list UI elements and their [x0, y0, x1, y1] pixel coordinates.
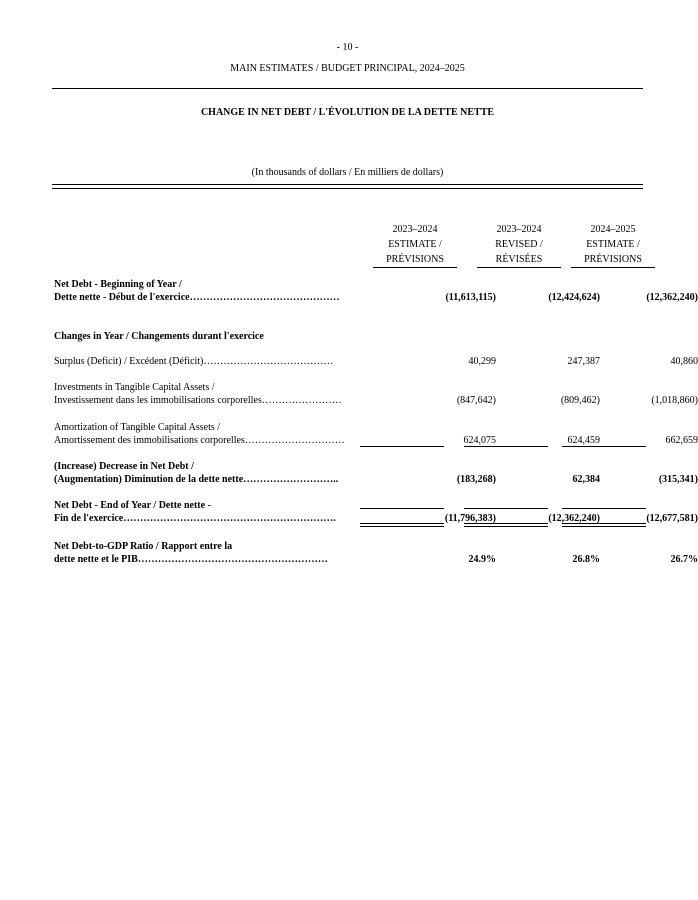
row-label-line2: Investissement dans les immobilisations corporelles……………………	[54, 395, 342, 406]
row-label-line2: Fin de l'exercice……………………………………………………….	[54, 513, 336, 524]
column-label: REVISED /	[495, 239, 543, 250]
column-label: ESTIMATE /	[586, 239, 640, 250]
row-label-line1: Net Debt - Beginning of Year /	[54, 279, 182, 290]
cell-value: (183,268)	[456, 474, 496, 485]
column-label-fr: PRÉVISIONS	[373, 252, 457, 268]
column-header-estimate-2023	[373, 222, 457, 268]
cell-value: 26.7%	[670, 554, 698, 565]
row-label-line2: Amortissement des immobilisations corporelles…………………………	[54, 435, 345, 446]
row-label-line2: dette nette et le PIB…………………………………………………	[54, 554, 328, 565]
row-label-line1: Investments in Tangible Capital Assets /	[54, 382, 215, 393]
row-label-line2: (Augmentation) Diminution de la dette nette………………………..	[54, 474, 339, 485]
row-label	[54, 355, 346, 368]
cell-value: (12,362,240)	[646, 292, 698, 303]
row-label-line1: (Increase) Decrease in Net Debt /	[54, 461, 194, 472]
cell-value: (315,341)	[658, 474, 698, 485]
cell-value: 62,384	[572, 474, 600, 485]
table-top-double-rule	[52, 184, 643, 189]
total-double-rule	[562, 523, 646, 527]
row-label	[54, 421, 346, 447]
running-head: MAIN ESTIMATES / BUDGET PRINCIPAL, 2024–2025	[230, 63, 465, 74]
column-header-revised-2023	[477, 222, 561, 268]
column-year: 2023–2024	[392, 224, 438, 235]
column-year: 2024–2025	[590, 224, 636, 235]
subtotal-rule	[360, 446, 444, 447]
total-top-rule	[464, 508, 548, 509]
cell-value: (809,462)	[560, 395, 600, 406]
row-label	[54, 330, 346, 343]
column-year: 2023–2024	[496, 224, 542, 235]
subtotal-rule	[562, 446, 646, 447]
cell-value: 624,459	[567, 435, 600, 446]
cell-value: 247,387	[567, 356, 600, 367]
units-note: (In thousands of dollars / En milliers de dollars)	[251, 167, 444, 178]
column-label: ESTIMATE /	[388, 239, 442, 250]
row-label-line1: Amortization of Tangible Capital Assets /	[54, 422, 221, 433]
cell-value: (12,677,581)	[646, 513, 698, 524]
cell-value: (12,362,240)	[548, 513, 600, 524]
cell-value: (847,642)	[456, 395, 496, 406]
cell-value: 26.8%	[572, 554, 600, 565]
section-heading-text: Changes in Year / Changements durant l'exercice	[54, 331, 264, 342]
total-double-rule	[360, 523, 444, 527]
row-label-line1: Net Debt - End of Year / Dette nette -	[54, 500, 211, 511]
cell-value: 24.9%	[468, 554, 496, 565]
row-label	[54, 381, 346, 407]
header-rule	[52, 88, 643, 89]
total-double-rule	[464, 523, 548, 527]
row-label	[54, 278, 346, 304]
row-label-line1: Net Debt-to-GDP Ratio / Rapport entre la	[54, 541, 233, 552]
cell-value: 624,075	[463, 435, 496, 446]
total-top-rule	[360, 508, 444, 509]
cell-value: (11,796,383)	[444, 513, 496, 524]
column-label-fr: PRÉVISIONS	[571, 252, 655, 268]
table-title: CHANGE IN NET DEBT / L'ÉVOLUTION DE LA DETTE NETTE	[200, 107, 495, 118]
row-label	[54, 460, 346, 486]
row-label-line1: Surplus (Deficit) / Excédent (Déficit)…………………………………	[54, 356, 334, 367]
cell-value: (12,424,624)	[548, 292, 600, 303]
page-number: - 10 -	[336, 42, 359, 53]
cell-value: 40,299	[468, 356, 496, 367]
column-label-fr: RÉVISÉES	[477, 252, 561, 268]
column-header-estimate-2024	[571, 222, 655, 268]
cell-value: (11,613,115)	[445, 292, 496, 303]
row-label	[54, 540, 346, 566]
total-top-rule	[562, 508, 646, 509]
cell-value: 40,860	[670, 356, 698, 367]
cell-value: 662,659	[665, 435, 698, 446]
cell-value: (1,018,860)	[651, 395, 698, 406]
subtotal-rule	[464, 446, 548, 447]
row-label	[54, 499, 346, 525]
row-label-line2: Dette nette - Début de l'exercice………………………………………	[54, 292, 340, 303]
